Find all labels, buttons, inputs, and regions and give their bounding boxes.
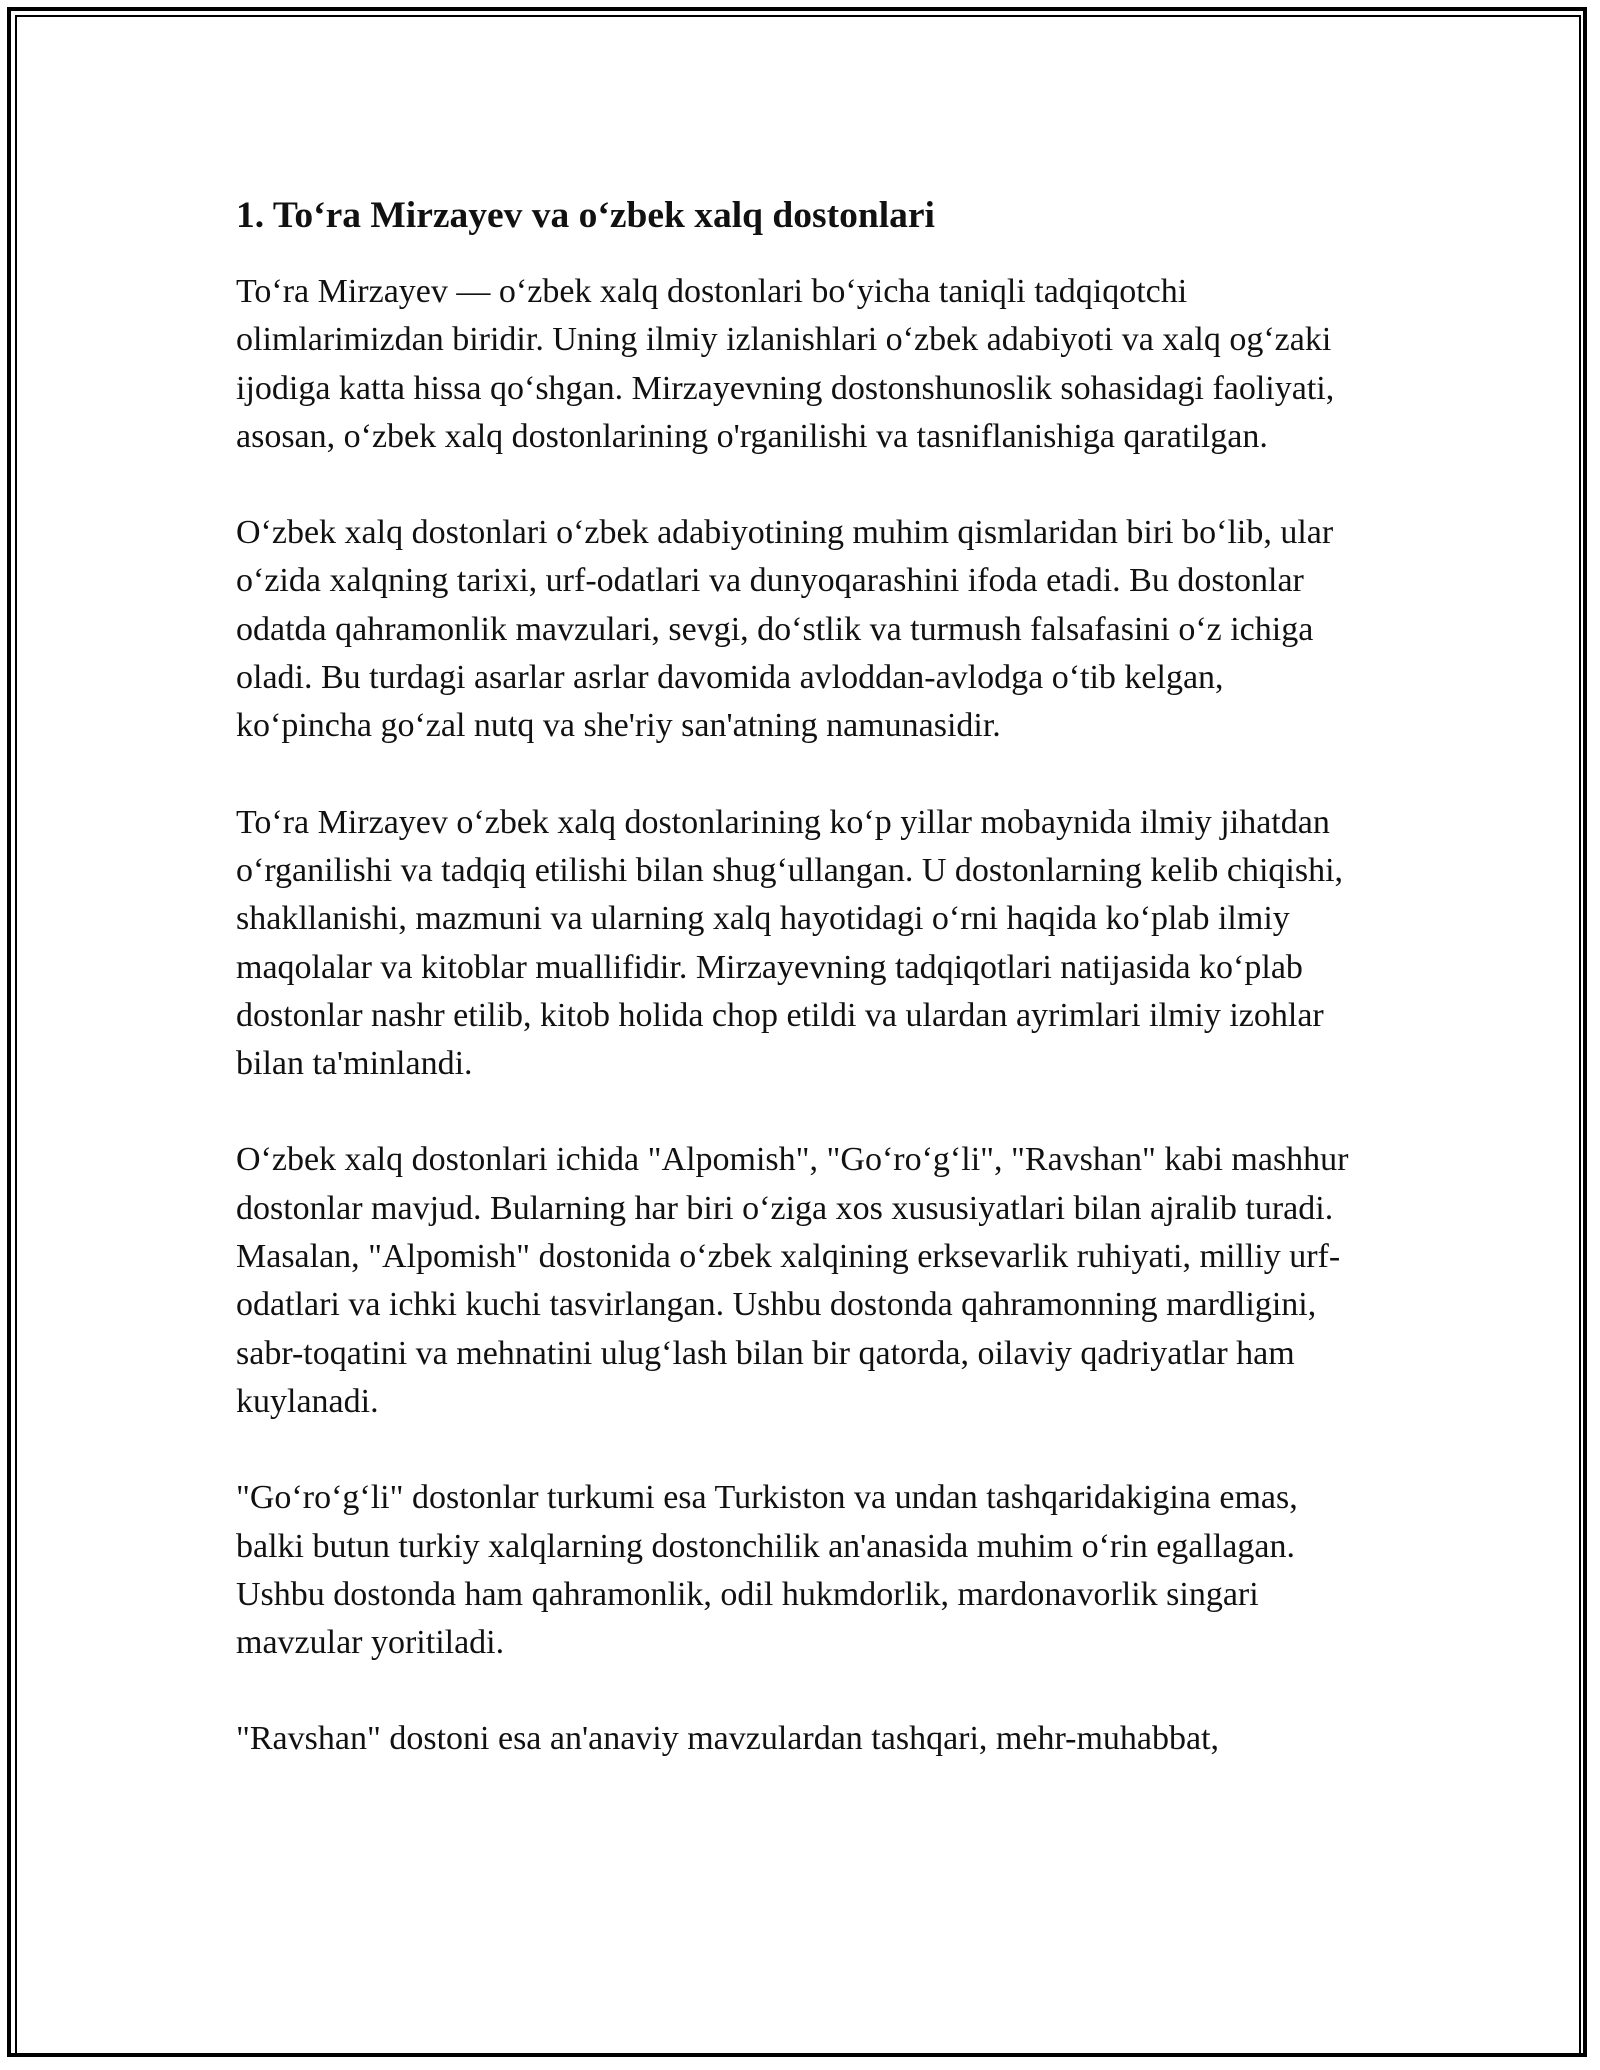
paragraph-1: To‘ra Mirzayev — o‘zbek xalq dostonlari bo‘yicha taniqli tadqiqotchi olimlarimizdan biridir. Uning ilmiy izlanishlari o‘zbek adabiyoti va xalq og‘zaki ijodiga katta hissa qo‘shgan. Mirzayevning dostonshunoslik sohasidagi faoliyati, asosan, o‘zbek xalq dostonlarining o'rganilishi va tasniflanishiga qaratilgan.: [236, 273, 1335, 455]
document-body: [236, 190, 1366, 1812]
paragraph-4: O‘zbek xalq dostonlari ichida "Alpomish", "Go‘ro‘g‘li", "Ravshan" kabi mashhur dostonlar mavjud. Bularning har biri o‘ziga xos xususiyatlari bilan ajralib turadi. Masalan, "Alpomish" dostonida o‘zbek xalqining erksevarlik ruhiyati, milliy urf-odatlari va ichki kuchi tasvirlangan. Ushbu dostonda qahramonning mardligini, sabr-toqatini va mehnatini ulug‘lash bilan bir qatorda, oilaviy qadriyatlar ham kuylanadi.: [236, 1141, 1349, 1420]
paragraph-5: "Go‘ro‘g‘li" dostonlar turkumi esa Turkiston va undan tashqaridakigina emas, balki butun turkiy xalqlarning dostonchilik an'anasida muhim o‘rin egallagan. Ushbu dostonda ham qahramonlik, odil hukmdorlik, mardonavorlik singari mavzular yoritiladi.: [236, 1479, 1298, 1662]
section-heading: 1. To‘ra Mirzayev va o‘zbek xalq dostonlari: [236, 195, 935, 236]
paragraph-6: "Ravshan" dostoni esa an'anaviy mavzulardan tashqari, mehr-muhabbat,: [236, 1720, 1220, 1758]
paragraph-3: To‘ra Mirzayev o‘zbek xalq dostonlarining ko‘p yillar mobaynida ilmiy jihatdan o‘rganilishi va tadqiq etilishi bilan shug‘ullangan. U dostonlarning kelib chiqishi, shakllanishi, mazmuni va ularning xalq hayotidagi o‘rni haqida ko‘plab ilmiy maqolalar va kitoblar muallifidir. Mirzayevning tadqiqotlari natijasida ko‘plab dostonlar nashr etilib, kitob holida chop etildi va ulardan ayrimlari ilmiy izohlar bilan ta'minlandi.: [236, 803, 1344, 1083]
paragraph-2: O‘zbek xalq dostonlari o‘zbek adabiyotining muhim qismlaridan biri bo‘lib, ular o‘zida xalqning tarixi, urf-odatlari va dunyoqarashini ifoda etadi. Bu dostonlar odatda qahramonlik mavzulari, sevgi, do‘stlik va turmush falsafasini o‘z ichiga oladi. Bu turdagi asarlar asrlar davomida avloddan-avlodga o‘tib kelgan, ko‘pincha go‘zal nutq va she'riy san'atning namunasidir.: [236, 514, 1334, 745]
